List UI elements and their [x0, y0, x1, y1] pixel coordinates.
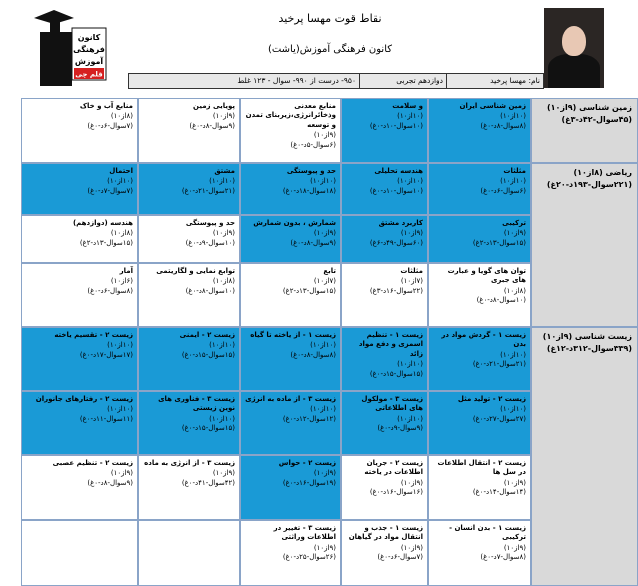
page-title: نقاط قوت مهسا پرخید [278, 12, 382, 25]
topic-cell [428, 263, 531, 327]
topic-score: (۹از۱۰) [313, 229, 336, 238]
topic-cell [138, 391, 240, 455]
topic-title: هندسه تحلیلی [374, 167, 423, 175]
topic-title: زیست ۱ - جذب و انتقال مواد در گیاهان [348, 524, 423, 542]
topic-cell [240, 263, 341, 327]
topic-score: (۱۰از۱۰) [500, 405, 526, 414]
topic-score: (۱۰از۱۰) [397, 177, 423, 186]
logo-line4: قلم چی [75, 70, 103, 79]
topic-title: شمارش ، بدون شمارش [253, 219, 336, 227]
topic-stats: (۷سوال-۶د-۰غ) [377, 553, 423, 562]
logo-line1: کانون [77, 33, 101, 42]
topic-cell [240, 98, 341, 163]
topic-stats: (۲۱سوال-۲۱د-۰غ) [472, 360, 526, 369]
topic-cell [428, 520, 531, 586]
subject-label: زمین شناسی (۹از۱۰) (۴۵سوال-۴۲د-۳غ) [531, 98, 638, 163]
topic-title: مثلثات [400, 267, 423, 275]
topic-score: (۱۰از۱۰) [310, 341, 336, 350]
topic-cell [341, 455, 428, 520]
topic-cell [341, 391, 428, 455]
topic-title: زیست ۲ - انتقال اطلاعات در سل ها [437, 459, 526, 477]
photo-scarf [548, 54, 600, 88]
topic-cell [138, 327, 240, 391]
topic-title: زمین شناسی ایران [459, 102, 526, 110]
topic-stats: (۸سوال-۸د-۰غ) [290, 350, 336, 359]
topic-stats: (۱۴سوال-۱۴د-۰غ) [472, 488, 526, 497]
topic-stats: (۲۶سوال-۲۵د-۰غ) [282, 553, 336, 562]
topic-cell [21, 520, 138, 586]
topic-title: زیست ۲ - تولید مثل [457, 395, 526, 403]
topic-cell [428, 327, 531, 391]
topic-cell [21, 98, 138, 163]
topic-stats: (۱۸سوال-۱۸د-۰غ) [282, 186, 336, 195]
topic-score: (۱۰از۱۰) [397, 360, 423, 369]
topic-cell [240, 455, 341, 520]
logo-line3: آموزش [74, 57, 104, 66]
topic-cell [21, 327, 138, 391]
topic-stats: (۱۵سوال-۱۳د-۲غ) [472, 238, 526, 247]
topic-stats: (۱۰سوال-۹د-۰غ) [185, 238, 235, 247]
topic-score: (۱۰از۱۰) [209, 177, 235, 186]
topic-stats: (۸سوال-۸د-۰غ) [480, 121, 526, 130]
topic-score: (۹از۱۰) [313, 131, 336, 140]
topic-stats: (۱۷سوال-۱۷د-۰غ) [79, 350, 133, 359]
topic-stats: (۸سوال-۶د-۰غ) [87, 286, 133, 295]
topic-stats: (۹سوال-۸د-۰غ) [290, 238, 336, 247]
topic-cell [138, 520, 240, 586]
topic-cell [428, 163, 531, 215]
topic-cell [138, 215, 240, 263]
topic-cell [428, 391, 531, 455]
photo-face [562, 26, 586, 56]
topic-title: زیست ۳ - فناوری های نوین زیستی [158, 395, 235, 413]
topic-score: (۱۰از۱۰) [310, 405, 336, 414]
topic-stats: (۸سوال-۷د-۰غ) [480, 553, 526, 562]
subject-label: زیست شناسی (۹از۱۰) (۳۳۹سوال-۳۱۲د-۱۲غ) [531, 327, 638, 586]
report-header [0, 0, 638, 98]
topic-stats: (۱۵سوال-۱۵د-۰غ) [369, 369, 423, 378]
topic-score: (۱۰از۱۰) [500, 177, 526, 186]
topic-title: حد و پیوستگی [286, 167, 336, 175]
topic-cell [138, 98, 240, 163]
topic-title: مشتق [214, 167, 235, 175]
topic-cell [341, 98, 428, 163]
student-info-bar [128, 73, 544, 89]
topic-score: (۹از۱۰) [110, 469, 133, 478]
topic-cell [428, 455, 531, 520]
topic-score: (۸از۱۰) [110, 112, 133, 121]
topic-cell [138, 163, 240, 215]
topic-stats: (۷سوال-۷د-۰غ) [87, 186, 133, 195]
topic-stats: (۱۵سوال-۱۳د-۲غ) [79, 238, 133, 247]
topic-cell [21, 455, 138, 520]
topic-stats: (۶سوال-۶د-۰غ) [480, 186, 526, 195]
topic-stats: (۹سوال-۸د-۰غ) [189, 121, 235, 130]
topic-score: (۷از۱۰) [313, 277, 336, 286]
student-score-summary: ۹۵۰- درست از ۹۹۰- سوال - ۱۲۳ غلط [237, 76, 356, 85]
topic-cell [240, 327, 341, 391]
topic-stats: (۱۱سوال-۱۱د-۰غ) [79, 414, 133, 423]
page-subtitle: کانون فرهنگی آموزش(یاشت) [267, 44, 393, 55]
topic-score: (۷از۱۰) [400, 277, 423, 286]
topic-title: زیست ۲ - تقسیم یاخته [54, 331, 133, 339]
topic-title: زیست ۳ - مولکول های اطلاعاتی [361, 395, 423, 413]
topic-score: (۹از۱۰) [212, 112, 235, 121]
topic-stats: (۱۵سوال-۱۳د-۲غ) [282, 286, 336, 295]
topic-score: (۱۰از۱۰) [500, 350, 526, 359]
student-photo [544, 8, 604, 88]
topic-score: (۸از۱۰) [110, 229, 133, 238]
topic-score: (۹از۱۰) [503, 543, 526, 552]
topic-score: (۱۰از۱۰) [500, 112, 526, 121]
topic-stats: (۱۵سوال-۱۵د-۰غ) [181, 350, 235, 359]
topic-cell [240, 391, 341, 455]
topic-title: زیست ۲ - حواس [278, 459, 336, 467]
topic-cell [240, 215, 341, 263]
topic-title: حد و پیوستگی [185, 219, 235, 227]
student-name: نام: مهسا پرخید [446, 74, 543, 88]
topic-title: ترکیبی [502, 219, 526, 227]
topic-title: زیست ۱ - از یاخته تا گیاه [250, 331, 336, 339]
topic-cell [138, 263, 240, 327]
topic-stats: (۱۰سوال-۸د-۰غ) [185, 286, 235, 295]
topic-score: (۱۰از۱۰) [397, 112, 423, 121]
strengths-grid [21, 98, 638, 586]
topic-title: منابع معدنی وذخائرانرژی،زیربنای تمدن و توسعه [245, 102, 336, 129]
topic-stats: (۹سوال-۸د-۰غ) [87, 478, 133, 487]
topic-score: (۸از۱۰) [503, 286, 526, 295]
topic-score: (۶از۱۰) [110, 277, 133, 286]
topic-title: زیست ۳ - از انرژی به ماده [144, 459, 235, 467]
topic-score: (۹از۱۰) [212, 229, 235, 238]
student-grade: دوازدهم تجربی [359, 74, 446, 88]
topic-score: (۹از۱۰) [400, 229, 423, 238]
topic-score: (۹از۱۰) [503, 478, 526, 487]
topic-title: زیست ۱ - گردش مواد در بدن [441, 331, 526, 349]
topic-cell [21, 215, 138, 263]
topic-title: آمار [119, 267, 133, 275]
topic-stats: (۱۶سوال-۱۶د-۰غ) [369, 488, 423, 497]
topic-score: (۱۰از۱۰) [397, 414, 423, 423]
topic-score: (۱۰از۱۰) [310, 177, 336, 186]
topic-title: زیست ۲ - رفتارهای جانوران [35, 395, 133, 403]
topic-score: (۱۰از۱۰) [107, 341, 133, 350]
kanoon-logo [28, 6, 110, 88]
topic-cell [341, 327, 428, 391]
topic-cell [341, 215, 428, 263]
topic-title: توان های گویا و عبارت های جبری [447, 267, 526, 285]
topic-stats: (۲۱سوال-۲۱د-۰غ) [181, 186, 235, 195]
subject-label: ریاضی (۸از۱۰) (۲۲۱سوال-۱۹۳د-۲۰غ) [531, 163, 638, 327]
topic-stats: (۹سوال-۹د-۰غ) [377, 424, 423, 433]
logo-line2: فرهنگی [73, 45, 105, 54]
topic-stats: (۱۰سوال-۱۰د-۰غ) [369, 121, 423, 130]
topic-title: تابع [323, 267, 336, 275]
topic-title: زیست ۲ - جریان اطلاعات در یاخته [364, 459, 423, 477]
topic-score: (۹از۱۰) [400, 543, 423, 552]
topic-cell [428, 98, 531, 163]
topic-score: (۹از۱۰) [400, 478, 423, 487]
topic-title: هندسه (دوازدهم) [72, 219, 133, 227]
topic-stats: (۶۰سوال-۴۹د-۶غ) [369, 238, 423, 247]
topic-score: (۹از۱۰) [212, 469, 235, 478]
topic-stats: (۱۵سوال-۱۵د-۰غ) [181, 424, 235, 433]
topic-title: و سلامت [392, 102, 423, 110]
topic-title: توابع نمایی و لگاریتمی [156, 267, 235, 275]
topic-title: زیست ۱ - بدن انسان - ترکیبی [449, 524, 526, 542]
topic-title: منابع آب و خاک [79, 102, 133, 110]
topic-title: زیست ۳ - از ماده به انرژی [245, 395, 336, 403]
topic-cell [21, 391, 138, 455]
topic-stats: (۲۷سوال-۲۷د-۰غ) [472, 414, 526, 423]
topic-title: زیست ۱ - تنظیم اسمزی و دفع مواد زائد [358, 331, 423, 358]
topic-score: (۱۰از۱۰) [209, 341, 235, 350]
topic-cell [138, 455, 240, 520]
topic-title: زیست ۲ - تنظیم عصبی [52, 459, 133, 467]
topic-title: مثلثات [503, 167, 526, 175]
topic-cell [341, 263, 428, 327]
topic-title: احتمال [109, 167, 133, 175]
topic-cell [21, 163, 138, 215]
topic-cell [21, 263, 138, 327]
topic-stats: (۱۲سوال-۱۲د-۰غ) [282, 414, 336, 423]
topic-stats: (۶سوال-۵د-۰غ) [290, 140, 336, 149]
topic-cell [240, 520, 341, 586]
topic-title: پویایی زمین [193, 102, 235, 110]
topic-cell [240, 163, 341, 215]
topic-title: کاربرد مشتق [378, 219, 423, 227]
topic-cell [341, 163, 428, 215]
topic-stats: (۴۲سوال-۴۱د-۰غ) [181, 478, 235, 487]
topic-stats: (۱۹سوال-۱۶د-۰غ) [282, 478, 336, 487]
topic-score: (۹از۱۰) [503, 229, 526, 238]
topic-title: زیست ۳ - تغییر در اطلاعات وراثتی [273, 524, 336, 542]
topic-stats: (۷سوال-۶د-۰غ) [87, 121, 133, 130]
topic-cell [428, 215, 531, 263]
topic-score: (۱۰از۱۰) [209, 414, 235, 423]
topic-stats: (۱۰سوال-۸د-۰غ) [476, 296, 526, 305]
topic-score: (۱۰از۱۰) [107, 177, 133, 186]
topic-cell [341, 520, 428, 586]
topic-score: (۱۰از۱۰) [107, 405, 133, 414]
topic-score: (۹از۱۰) [313, 543, 336, 552]
topic-title: زیست ۲ - ایمنی [179, 331, 235, 339]
topic-stats: (۱۰سوال-۱۰د-۰غ) [369, 186, 423, 195]
topic-stats: (۲۲سوال-۱۶د-۳غ) [369, 286, 423, 295]
topic-score: (۹از۱۰) [313, 469, 336, 478]
topic-score: (۸از۱۰) [212, 277, 235, 286]
